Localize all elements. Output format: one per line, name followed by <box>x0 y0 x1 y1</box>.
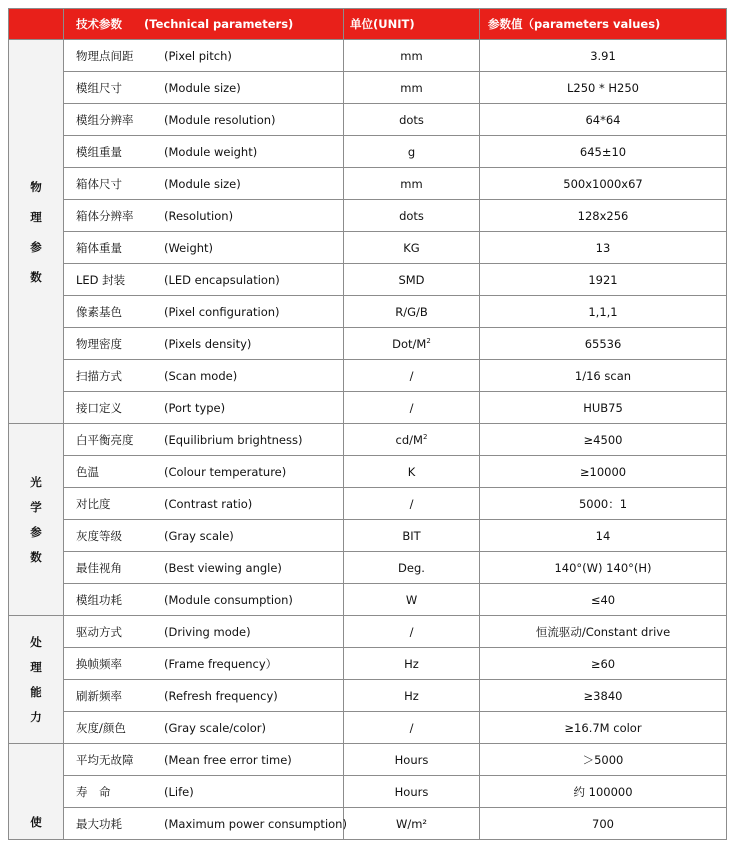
param-name-cell <box>64 40 344 72</box>
value-cell: ≥4500 <box>480 424 727 456</box>
value-cell: 1921 <box>480 264 727 296</box>
unit-text: mm <box>400 80 423 95</box>
group-optical-params <box>9 424 64 616</box>
param-name-en: (Pixels density) <box>164 336 252 351</box>
table-row <box>9 264 727 296</box>
param-name-cell <box>64 200 344 232</box>
header-unit: 单位(UNIT) <box>344 9 480 40</box>
param-name-zh: 模组重量 <box>76 144 122 159</box>
param-name-en: (Maximum power consumption) <box>164 816 347 831</box>
param-name-en: (Refresh frequency) <box>164 688 278 703</box>
param-name-cell <box>64 776 344 808</box>
table-row <box>9 360 727 392</box>
value-cell: 约 100000 <box>480 776 727 808</box>
value-cell: ≥3840 <box>480 680 727 712</box>
param-name-en: (Equilibrium brightness) <box>164 432 303 447</box>
value-cell: ≥10000 <box>480 456 727 488</box>
param-name-en: (Driving mode) <box>164 624 251 639</box>
param-name-cell <box>64 424 344 456</box>
param-name-cell <box>64 616 344 648</box>
param-name-cell <box>64 392 344 424</box>
unit-text: Dot/M <box>392 336 427 351</box>
param-name-cell <box>64 712 344 744</box>
param-name-en: (Module consumption) <box>164 592 293 607</box>
group-label-char: 参 <box>30 524 42 539</box>
table-row <box>9 40 727 72</box>
value-cell: 3.91 <box>480 40 727 72</box>
param-name-cell <box>64 360 344 392</box>
unit-text: dots <box>399 208 424 223</box>
param-name-cell <box>64 456 344 488</box>
unit-text: / <box>409 720 414 735</box>
value-cell: 64*64 <box>480 104 727 136</box>
table-row <box>9 552 727 584</box>
header-param-en: (Technical parameters) <box>144 17 294 31</box>
table-row <box>9 296 727 328</box>
param-name-en: (Resolution) <box>164 208 234 223</box>
spec-sheet <box>8 8 726 840</box>
unit-text: Hours <box>394 784 429 799</box>
param-name-cell <box>64 168 344 200</box>
param-name-en: (Gray scale) <box>164 528 234 543</box>
unit-text: KG <box>403 240 420 255</box>
param-name-en: (Gray scale/color) <box>164 720 266 735</box>
param-name-cell <box>64 264 344 296</box>
group-label-char: 物 <box>30 179 42 194</box>
unit-text: g <box>407 144 416 159</box>
unit-cell <box>344 168 480 200</box>
header-blank <box>9 9 64 40</box>
unit-text: BIT <box>402 528 421 543</box>
unit-text: W/m² <box>395 816 428 831</box>
param-name-cell <box>64 584 344 616</box>
param-name-cell <box>64 648 344 680</box>
param-name-cell <box>64 296 344 328</box>
unit-cell <box>344 104 480 136</box>
table-row <box>9 72 727 104</box>
param-name-zh: 最佳视角 <box>76 560 122 575</box>
unit-text: / <box>409 496 414 511</box>
param-name-cell <box>64 72 344 104</box>
param-name-en: (Pixel pitch) <box>164 48 232 63</box>
param-name-zh: 换帧频率 <box>76 656 122 671</box>
value-cell: 700 <box>480 808 727 840</box>
table-row <box>9 328 727 360</box>
value-cell: 645±10 <box>480 136 727 168</box>
param-name-zh: 模组尺寸 <box>76 80 122 95</box>
unit-cell <box>344 424 480 456</box>
unit-text: R/G/B <box>395 304 428 319</box>
param-name-zh: 灰度等级 <box>76 528 122 543</box>
param-name-zh: 模组分辨率 <box>76 112 134 127</box>
unit-text: Hours <box>394 752 429 767</box>
unit-cell <box>344 616 480 648</box>
unit-cell <box>344 712 480 744</box>
value-cell: 128x256 <box>480 200 727 232</box>
unit-cell <box>344 72 480 104</box>
unit-cell <box>344 328 480 360</box>
param-name-zh: 像素基色 <box>76 304 122 319</box>
param-name-en: (Port type) <box>164 400 226 415</box>
param-name-zh: 灰度/颜色 <box>76 720 126 735</box>
param-name-zh: 接口定义 <box>76 400 122 415</box>
unit-cell <box>344 744 480 776</box>
param-name-zh: 物理密度 <box>76 336 122 351</box>
param-name-zh: 色温 <box>76 464 99 479</box>
param-name-cell <box>64 232 344 264</box>
unit-text: cd/M <box>395 432 423 447</box>
unit-text: / <box>409 368 414 383</box>
param-name-en: (Module resolution) <box>164 112 276 127</box>
unit-cell <box>344 264 480 296</box>
table-row <box>9 520 727 552</box>
unit-cell <box>344 584 480 616</box>
param-name-zh: 箱体尺寸 <box>76 176 122 191</box>
unit-cell <box>344 296 480 328</box>
param-name-cell <box>64 680 344 712</box>
group-label-char: 处 <box>30 634 42 649</box>
table-row <box>9 232 727 264</box>
unit-text: / <box>409 624 414 639</box>
unit-cell <box>344 488 480 520</box>
unit-cell <box>344 200 480 232</box>
param-name-zh: LED 封装 <box>76 272 126 287</box>
param-name-zh: 平均无故障 <box>76 752 134 767</box>
unit-text: mm <box>400 48 423 63</box>
header-param-zh: 技术参数 <box>76 17 122 31</box>
unit-cell <box>344 136 480 168</box>
table-row <box>9 168 727 200</box>
group-label-char: 参 <box>30 239 42 254</box>
param-name-zh: 箱体重量 <box>76 240 122 255</box>
table-row <box>9 392 727 424</box>
param-name-en: (Weight) <box>164 240 214 255</box>
param-name-zh: 寿 命 <box>76 784 111 799</box>
value-cell: ≥60 <box>480 648 727 680</box>
param-name-en: (LED encapsulation) <box>164 272 280 287</box>
table-row <box>9 808 727 840</box>
unit-text: dots <box>399 112 424 127</box>
value-cell: 5000：1 <box>480 488 727 520</box>
param-name-en: (Module size) <box>164 80 241 95</box>
table-row <box>9 104 727 136</box>
group-label-char: 理 <box>30 659 42 674</box>
table-row <box>9 648 727 680</box>
group-label-char: 学 <box>30 499 42 514</box>
value-cell: ＞5000 <box>480 744 727 776</box>
unit-cell <box>344 776 480 808</box>
unit-text: W <box>405 592 418 607</box>
unit-cell <box>344 40 480 72</box>
param-name-cell <box>64 328 344 360</box>
param-name-cell <box>64 488 344 520</box>
table-row <box>9 456 727 488</box>
table-row <box>9 680 727 712</box>
param-name-cell <box>64 520 344 552</box>
param-name-en: (Module size) <box>164 176 241 191</box>
group-physical-params <box>9 40 64 424</box>
unit-text: / <box>409 400 414 415</box>
group-label-char: 能 <box>30 684 42 699</box>
param-name-cell <box>64 104 344 136</box>
table-row <box>9 616 727 648</box>
param-name-en: (Contrast ratio) <box>164 496 253 511</box>
unit-cell <box>344 232 480 264</box>
unit-text: Hz <box>404 656 419 671</box>
unit-cell <box>344 648 480 680</box>
unit-cell <box>344 456 480 488</box>
group-label-char: 数 <box>30 269 42 284</box>
table-row <box>9 488 727 520</box>
unit-text: Deg. <box>398 560 425 575</box>
param-name-en: (Frame frequency） <box>164 656 278 671</box>
table-row <box>9 712 727 744</box>
param-name-zh: 刷新频率 <box>76 688 122 703</box>
param-name-en: (Scan mode) <box>164 368 238 383</box>
unit-text: mm <box>400 176 423 191</box>
value-cell: ≤40 <box>480 584 727 616</box>
spec-table <box>8 8 727 840</box>
param-name-en: (Mean free error time) <box>164 752 292 767</box>
value-cell: 1/16 scan <box>480 360 727 392</box>
value-cell: L250 * H250 <box>480 72 727 104</box>
param-name-zh: 物理点间距 <box>76 48 134 63</box>
group-label-char: 使 <box>30 815 42 829</box>
param-name-zh: 驱动方式 <box>76 624 122 639</box>
unit-superscript: 2 <box>426 336 431 345</box>
value-cell: 65536 <box>480 328 727 360</box>
param-name-cell <box>64 552 344 584</box>
unit-text: Hz <box>404 688 419 703</box>
table-body <box>9 40 727 840</box>
unit-cell <box>344 392 480 424</box>
group-usage <box>9 744 64 840</box>
param-name-en: (Pixel configuration) <box>164 304 280 319</box>
group-label-char: 数 <box>30 549 42 564</box>
unit-cell <box>344 808 480 840</box>
table-row <box>9 136 727 168</box>
unit-cell <box>344 680 480 712</box>
unit-text: K <box>407 464 416 479</box>
param-name-zh: 对比度 <box>76 496 111 511</box>
group-label-char: 理 <box>30 209 42 224</box>
value-cell: 13 <box>480 232 727 264</box>
param-name-en: (Module weight) <box>164 144 258 159</box>
table-row <box>9 200 727 232</box>
value-cell: 500x1000x67 <box>480 168 727 200</box>
param-name-zh: 最大功耗 <box>76 816 122 831</box>
unit-cell <box>344 552 480 584</box>
param-name-en: (Colour temperature) <box>164 464 287 479</box>
value-cell: 140°(W) 140°(H) <box>480 552 727 584</box>
unit-superscript: 2 <box>422 432 428 441</box>
param-name-cell <box>64 808 347 840</box>
table-row <box>9 424 727 456</box>
param-name-zh: 扫描方式 <box>76 368 122 383</box>
param-name-cell <box>64 744 344 776</box>
table-row <box>9 584 727 616</box>
param-name-zh: 箱体分辨率 <box>76 208 134 223</box>
value-cell: ≥16.7M color <box>480 712 727 744</box>
unit-cell <box>344 360 480 392</box>
unit-text: SMD <box>398 272 425 287</box>
value-cell: HUB75 <box>480 392 727 424</box>
param-name-zh: 模组功耗 <box>76 592 122 607</box>
header-parameters <box>64 9 344 40</box>
table-header-row <box>9 9 727 40</box>
header-value: 参数值（parameters values) <box>480 9 727 40</box>
value-cell: 恒流驱动/Constant drive <box>480 616 727 648</box>
group-label-char: 光 <box>30 474 42 489</box>
unit-cell <box>344 520 480 552</box>
table-row <box>9 776 727 808</box>
group-processing-capability <box>9 616 64 744</box>
param-name-en: (Life) <box>164 784 194 799</box>
param-name-zh: 白平衡亮度 <box>76 432 134 447</box>
group-label-char: 力 <box>30 709 42 724</box>
value-cell: 14 <box>480 520 727 552</box>
param-name-en: (Best viewing angle) <box>164 560 282 575</box>
value-cell: 1,1,1 <box>480 296 727 328</box>
param-name-cell <box>64 136 344 168</box>
table-row <box>9 744 727 776</box>
